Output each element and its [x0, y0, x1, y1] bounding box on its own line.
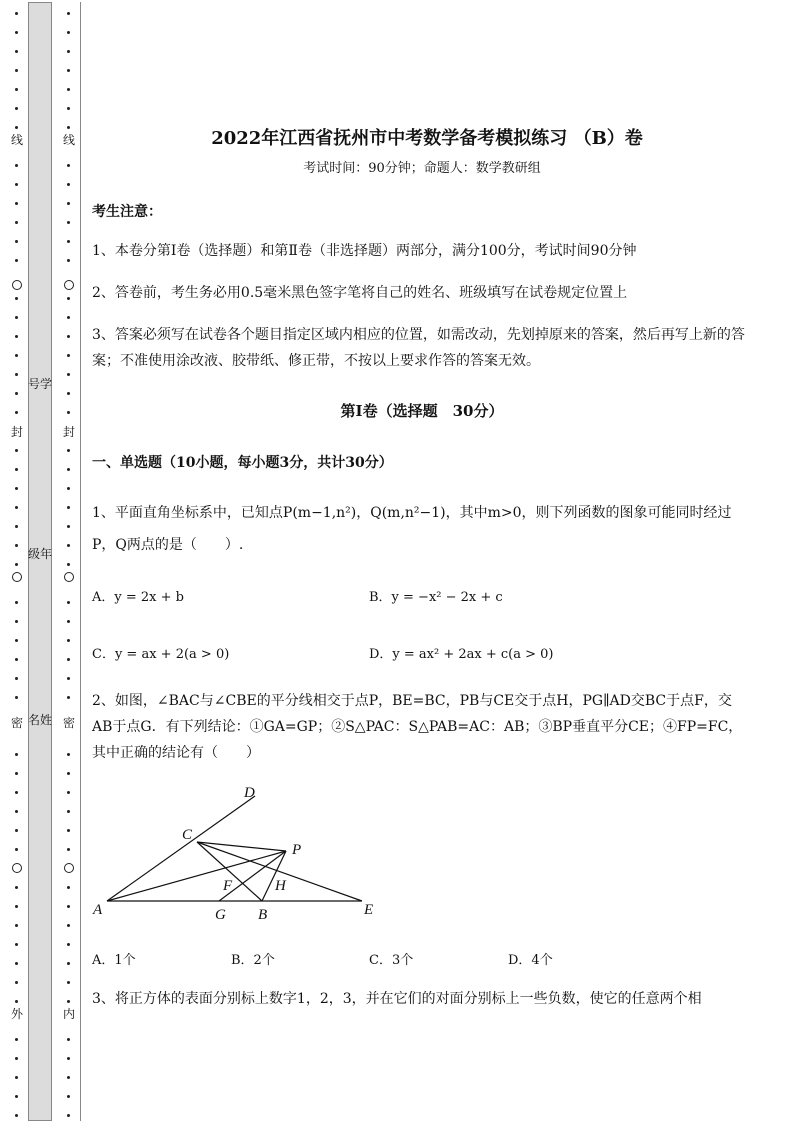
notice-item: 3、答案必须写在试卷各个题目指定区域内相应的位置，如需改动，先划掉原来的答案，然后再写上新的答案；不准使用涂改液、胶带纸、修正带，不按以上要求作答的答案无效。: [92, 327, 745, 369]
margin-dot: [15, 335, 18, 338]
margin-dot: [67, 297, 70, 300]
margin-dot: [15, 411, 18, 414]
margin-dot: [15, 487, 18, 490]
margin-dot: [67, 487, 70, 490]
margin-dot: [15, 791, 18, 794]
label-C: C: [182, 827, 193, 843]
field-student-number: 号学: [28, 377, 53, 391]
margin-dot: [15, 1000, 18, 1003]
q1-option-d: D．y = ax² + 2ax + c(a > 0): [369, 647, 554, 662]
margin-dot: [15, 126, 18, 129]
margin-dot: [67, 563, 70, 566]
part-title: 一、单选题（10小题，每小题3分，共计30分）: [92, 455, 393, 471]
margin-dot: [67, 506, 70, 509]
margin-dot: [15, 354, 18, 357]
margin-dot: [67, 753, 70, 756]
margin-dot: [15, 31, 18, 34]
margin-circle: [64, 863, 74, 873]
margin-dot: [67, 1000, 70, 1003]
margin-dot: [67, 240, 70, 243]
margin-dot: [15, 981, 18, 984]
margin-dot: [67, 1095, 70, 1098]
binding-margin: [0, 0, 84, 1123]
margin-dot: [15, 658, 18, 661]
q2-option-c: C．3个: [369, 953, 414, 968]
margin-dot: [67, 468, 70, 471]
margin-dot: [67, 69, 70, 72]
inner-dotted-line: [62, 0, 76, 1123]
margin-dot: [15, 525, 18, 528]
margin-dot: [67, 316, 70, 319]
margin-mark-seal: 封: [10, 425, 23, 439]
margin-dot: [15, 1057, 18, 1060]
margin-dot: [67, 1057, 70, 1060]
margin-dot: [67, 601, 70, 604]
margin-dot: [15, 620, 18, 623]
page-title: 2022年江西省抚州市中考数学备考模拟练习 （B）卷: [211, 128, 643, 149]
q1-option-a: A．y = 2x + b: [92, 590, 184, 605]
margin-dot: [67, 373, 70, 376]
margin-dot: [67, 620, 70, 623]
margin-dot: [67, 1114, 70, 1117]
margin-dot: [15, 88, 18, 91]
margin-dot: [15, 886, 18, 889]
margin-dot: [67, 259, 70, 262]
margin-dot: [67, 183, 70, 186]
margin-dot: [15, 601, 18, 604]
margin-mark-secret-inner: 密: [62, 716, 75, 730]
margin-dot: [15, 753, 18, 756]
notice-heading: 考生注意：: [92, 204, 162, 220]
question-3: 3、将正方体的表面分别标上数字1，2，3，并在它们的对面分别标上一些负数，使它的任意两个相: [92, 991, 702, 1007]
margin-dot: [67, 335, 70, 338]
margin-dot: [67, 791, 70, 794]
margin-dot: [15, 297, 18, 300]
margin-dot: [15, 392, 18, 395]
margin-dot: [67, 810, 70, 813]
margin-dot: [15, 943, 18, 946]
margin-dot: [15, 221, 18, 224]
margin-dot: [15, 1038, 18, 1041]
margin-dot: [67, 848, 70, 851]
margin-dot: [15, 810, 18, 813]
margin-dot: [15, 563, 18, 566]
margin-mark-secret: 密: [10, 716, 23, 730]
label-P: P: [292, 842, 302, 858]
question-1: 1、平面直角坐标系中，已知点P(m−1,n²)，Q(m,n²−1)，其中m>0，则下列函数的图象可能同时经过P，Q两点的是（ ）.: [92, 505, 732, 553]
geometry-figure: [92, 780, 392, 920]
margin-dot: [15, 183, 18, 186]
margin-dot: [67, 639, 70, 642]
margin-dot: [15, 696, 18, 699]
field-name: 名姓: [28, 713, 53, 727]
q1-option-b: B．y = −x² − 2x + c: [369, 590, 503, 605]
margin-dot: [67, 392, 70, 395]
margin-dot: [15, 506, 18, 509]
margin-dot: [15, 1114, 18, 1117]
margin-dot: [67, 658, 70, 661]
margin-dot: [67, 525, 70, 528]
margin-dot: [15, 107, 18, 110]
margin-dot: [15, 12, 18, 15]
margin-circle: [12, 863, 22, 873]
label-F: F: [223, 878, 233, 894]
margin-mark-inner: 内: [62, 1007, 75, 1021]
margin-border-line: [80, 2, 81, 1121]
exam-info: 考试时间：90分钟；命题人：数学教研组: [303, 161, 541, 176]
margin-dot: [67, 677, 70, 680]
margin-dot: [67, 829, 70, 832]
margin-dot: [15, 924, 18, 927]
margin-mark-line-inner: 线: [62, 133, 75, 147]
margin-dot: [15, 259, 18, 262]
margin-dot: [67, 772, 70, 775]
notice-item: 2、答卷前，考生务必用0.5毫米黑色签字笔将自己的姓名、班级填写在试卷规定位置上: [92, 285, 628, 301]
q2-option-a: A．1个: [92, 953, 136, 968]
margin-dot: [67, 981, 70, 984]
margin-dot: [67, 50, 70, 53]
margin-dot: [67, 221, 70, 224]
margin-dot: [15, 677, 18, 680]
margin-dot: [15, 69, 18, 72]
margin-dot: [67, 126, 70, 129]
margin-dot: [15, 544, 18, 547]
margin-dot: [15, 468, 18, 471]
margin-dot: [15, 848, 18, 851]
margin-dot: [15, 1076, 18, 1079]
margin-dot: [67, 107, 70, 110]
margin-dot: [67, 411, 70, 414]
margin-dot: [67, 886, 70, 889]
margin-dot: [67, 12, 70, 15]
section-title: 第Ⅰ卷（选择题 30分）: [340, 402, 504, 420]
margin-dot: [15, 829, 18, 832]
notice-item: 1、本卷分第Ⅰ卷（选择题）和第Ⅱ卷（非选择题）两部分，满分100分，考试时间90分钟: [92, 243, 637, 259]
q2-option-b: B．2个: [231, 953, 275, 968]
margin-dot: [67, 924, 70, 927]
margin-dot: [67, 354, 70, 357]
margin-dot: [15, 905, 18, 908]
margin-dot: [15, 50, 18, 53]
margin-dot: [67, 544, 70, 547]
margin-dot: [15, 202, 18, 205]
margin-dot: [67, 1076, 70, 1079]
field-grade: 级年: [28, 547, 53, 561]
margin-circle: [12, 572, 22, 582]
margin-dot: [67, 31, 70, 34]
margin-dot: [67, 449, 70, 452]
label-D: D: [244, 785, 255, 801]
margin-dot: [15, 373, 18, 376]
q2-option-d: D．4个: [508, 953, 553, 968]
margin-circle: [64, 572, 74, 582]
margin-mark-seal-inner: 封: [62, 425, 75, 439]
margin-circle: [64, 280, 74, 290]
margin-dot: [67, 164, 70, 167]
margin-dot: [67, 88, 70, 91]
margin-dot: [15, 240, 18, 243]
margin-dot: [15, 962, 18, 965]
segment-AP: [107, 851, 286, 901]
margin-dot: [67, 202, 70, 205]
margin-dot: [67, 1038, 70, 1041]
margin-dot: [67, 962, 70, 965]
label-E: E: [364, 902, 374, 918]
margin-mark-line: 线: [10, 133, 23, 147]
margin-circle: [12, 280, 22, 290]
margin-dot: [15, 639, 18, 642]
label-A: A: [93, 902, 103, 918]
q1-option-c: C．y = ax + 2(a > 0): [92, 647, 230, 662]
margin-dot: [15, 316, 18, 319]
margin-dot: [67, 905, 70, 908]
margin-dot: [67, 696, 70, 699]
outer-dotted-line: [10, 0, 24, 1123]
label-B: B: [258, 907, 268, 920]
margin-dot: [15, 449, 18, 452]
margin-dot: [15, 164, 18, 167]
label-H: H: [275, 878, 286, 894]
margin-dot: [67, 943, 70, 946]
question-2: 2、如图，∠BAC与∠CBE的平分线相交于点P，BE=BC，PB与CE交于点H，PG∥AD交BC于点F，交AB于点G．有下列结论：①GA=GP；②S△PAC：S△PAB=AC：AB；③BP垂直平分CE；④FP=FC，其中正确的结论有（ ）: [92, 693, 743, 761]
segment-AD: [107, 796, 255, 901]
margin-dot: [15, 1095, 18, 1098]
label-G: G: [215, 907, 226, 920]
margin-mark-outer: 外: [10, 1007, 23, 1021]
margin-dot: [15, 772, 18, 775]
